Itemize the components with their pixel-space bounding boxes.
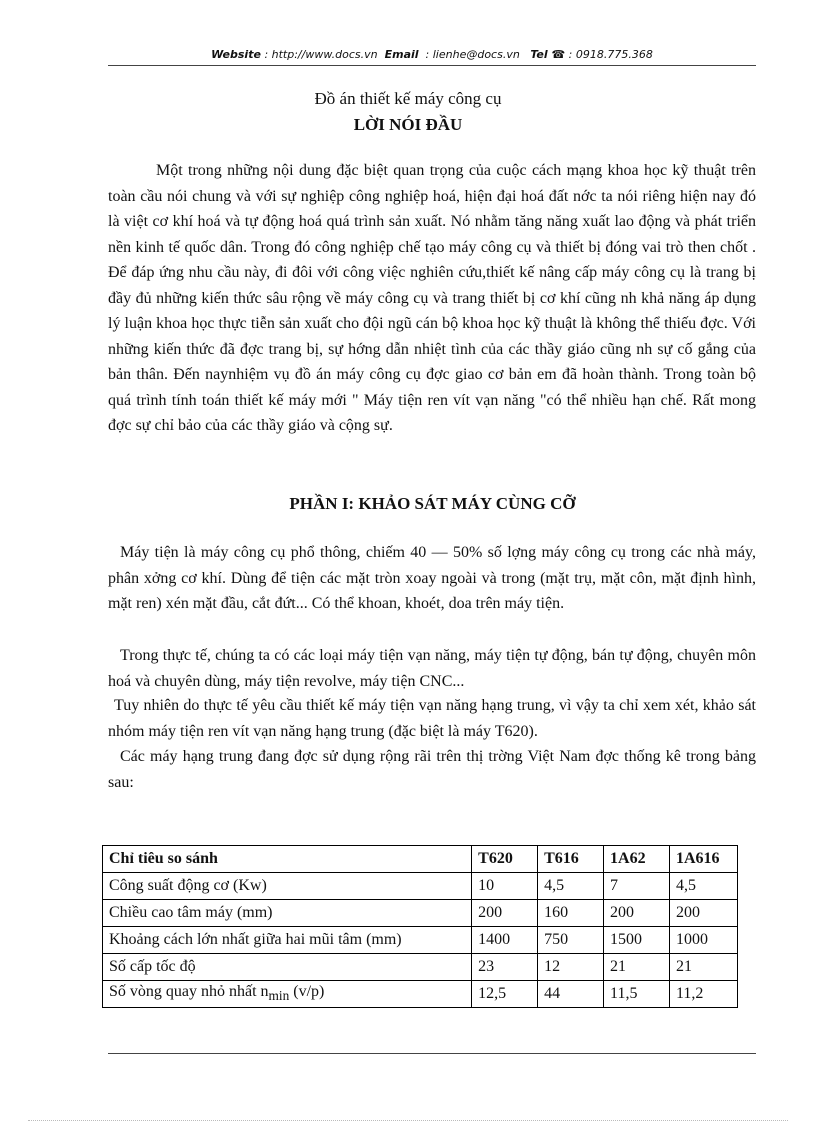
page-header <box>108 48 756 61</box>
row-label-suffix: (v/p) <box>289 983 325 1001</box>
row-label: Số cấp tốc độ <box>103 954 472 981</box>
table-header-cell: 1A62 <box>604 846 670 873</box>
table-cell: 750 <box>538 927 604 954</box>
table-cell: 10 <box>472 873 538 900</box>
table-cell: 12 <box>538 954 604 981</box>
email-label: Email <box>384 48 419 61</box>
comparison-table <box>102 845 738 1008</box>
preface-heading: LỜI NÓI ĐẦU <box>353 115 463 134</box>
website-label: Website <box>211 48 261 61</box>
table-cell: 1000 <box>669 927 737 954</box>
row-label: Khoảng cách lớn nhất giữa hai mũi tâm (mm) <box>103 927 472 954</box>
table-header-cell: T616 <box>538 846 604 873</box>
table-header-row <box>103 846 738 873</box>
table-cell: 7 <box>604 873 670 900</box>
table-row <box>103 927 738 954</box>
row-label <box>103 981 472 1008</box>
table-cell: 44 <box>538 981 604 1008</box>
phone-label: Tel ☎ <box>530 48 566 61</box>
footer-divider <box>108 1053 756 1054</box>
table-cell: 1500 <box>604 927 670 954</box>
row-label: Chiều cao tâm máy (mm) <box>103 900 472 927</box>
table-row <box>103 900 738 927</box>
table-row <box>103 981 738 1008</box>
page-edge-dotted-line <box>28 1120 788 1121</box>
table-cell: 11,2 <box>669 981 737 1008</box>
table-cell: 11,5 <box>604 981 670 1008</box>
document-title: Đồ án thiết kế máy công cụ <box>314 89 502 108</box>
table-row <box>103 873 738 900</box>
phone-number: : 0918.775.368 <box>568 48 653 61</box>
header-divider <box>108 65 756 66</box>
section-heading: PHẦN I: KHẢO SÁT MÁY CÙNG CỠ <box>289 494 576 513</box>
table-header-cell: Chỉ tiêu so sánh <box>103 846 472 873</box>
preface-paragraph: Một trong những nội dung đặc biệt quan trọng của cuộc cách mạng khoa học kỹ thuật trên toàn cầu nói chung và với sự nghiệp công nghiệp hoá, hiện đại hoá đất nớc ta nói riêng hiện nay đó là việt cơ khí hoá và tự động hoá quá trình sản xuất. Nó nhằm tăng năng xuất lao động và phát triển nền kinh tế quốc dân. Trong đó công nghiệp chế tạo máy công cụ và thiết bị đóng vai trò then chốt . Để đáp ứng nhu cầu này, đi đôi với công việc nghiên cứu,thiết kế nâng cấp máy công cụ là trang bị đầy đủ những kiến thức sâu rộng về máy công cụ và trang thiết bị cơ khí cũng nh khả năng áp dụng lý luận khoa học thực tiễn sản xuất cho đội ngũ cán bộ khoa học kỹ thuật là không thể thiếu đợc. Với những kiến thức đã đợc trang bị, sự hớng dẫn nhiệt tình của các thầy giáo cũng nh sự cố gắng của bản thân. Đến naynhiệm vụ đồ án máy công cụ đợc giao cơ bản em đã hoàn thành. Trong toàn bộ quá trình tính toán thiết kế máy mới " Máy tiện ren vít vạn năng "có thể nhiều hạn chế. Rất mong đợc sự chỉ bảo của các thầy giáo và cộng sự. <box>108 162 756 434</box>
table-cell: 4,5 <box>669 873 737 900</box>
table-cell: 1400 <box>472 927 538 954</box>
table-header-cell: T620 <box>472 846 538 873</box>
body-paragraph: Trong thực tế, chúng ta có các loại máy tiện vạn năng, máy tiện tự động, bán tự động, chuyên môn hoá và chuyên dùng, máy tiện revolve, máy tiện CNC... <box>108 647 756 690</box>
table-cell: 160 <box>538 900 604 927</box>
table-header-cell: 1A616 <box>669 846 737 873</box>
row-label-prefix: Số vòng quay nhỏ nhất n <box>109 983 269 1001</box>
table-cell: 200 <box>472 900 538 927</box>
email-address[interactable]: : lienhe@docs.vn <box>425 48 520 61</box>
body-paragraph: Các máy hạng trung đang đợc sử dụng rộng rãi trên thị trờng Việt Nam đợc thống kê trong bảng sau: <box>108 748 756 791</box>
table-cell: 23 <box>472 954 538 981</box>
body-paragraph: Máy tiện là máy công cụ phổ thông, chiếm 40 — 50% số lợng máy công cụ trong các nhà máy, phân xởng cơ khí. Dùng để tiện các mặt tròn xoay ngoài và trong (mặt trụ, mặt côn, mặt định hình, mặt ren) xén mặt đầu, cắt đứt... Có thể khoan, khoét, doa trên máy tiện. <box>108 544 756 612</box>
table-cell: 12,5 <box>472 981 538 1008</box>
table-cell: 21 <box>669 954 737 981</box>
table-cell: 200 <box>669 900 737 927</box>
website-url[interactable]: : http://www.docs.vn <box>264 48 378 61</box>
table-row <box>103 954 738 981</box>
row-label-subscript: min <box>268 988 290 1004</box>
table-cell: 21 <box>604 954 670 981</box>
table-cell: 200 <box>604 900 670 927</box>
table-cell: 4,5 <box>538 873 604 900</box>
body-paragraph: Tuy nhiên do thực tế yêu cầu thiết kế máy tiện vạn năng hạng trung, vì vậy ta chỉ xem xét, khảo sát nhóm máy tiện ren vít vạn năng hạng trung (đặc biệt là máy T620). <box>108 697 756 740</box>
row-label: Công suất động cơ (Kw) <box>103 873 472 900</box>
